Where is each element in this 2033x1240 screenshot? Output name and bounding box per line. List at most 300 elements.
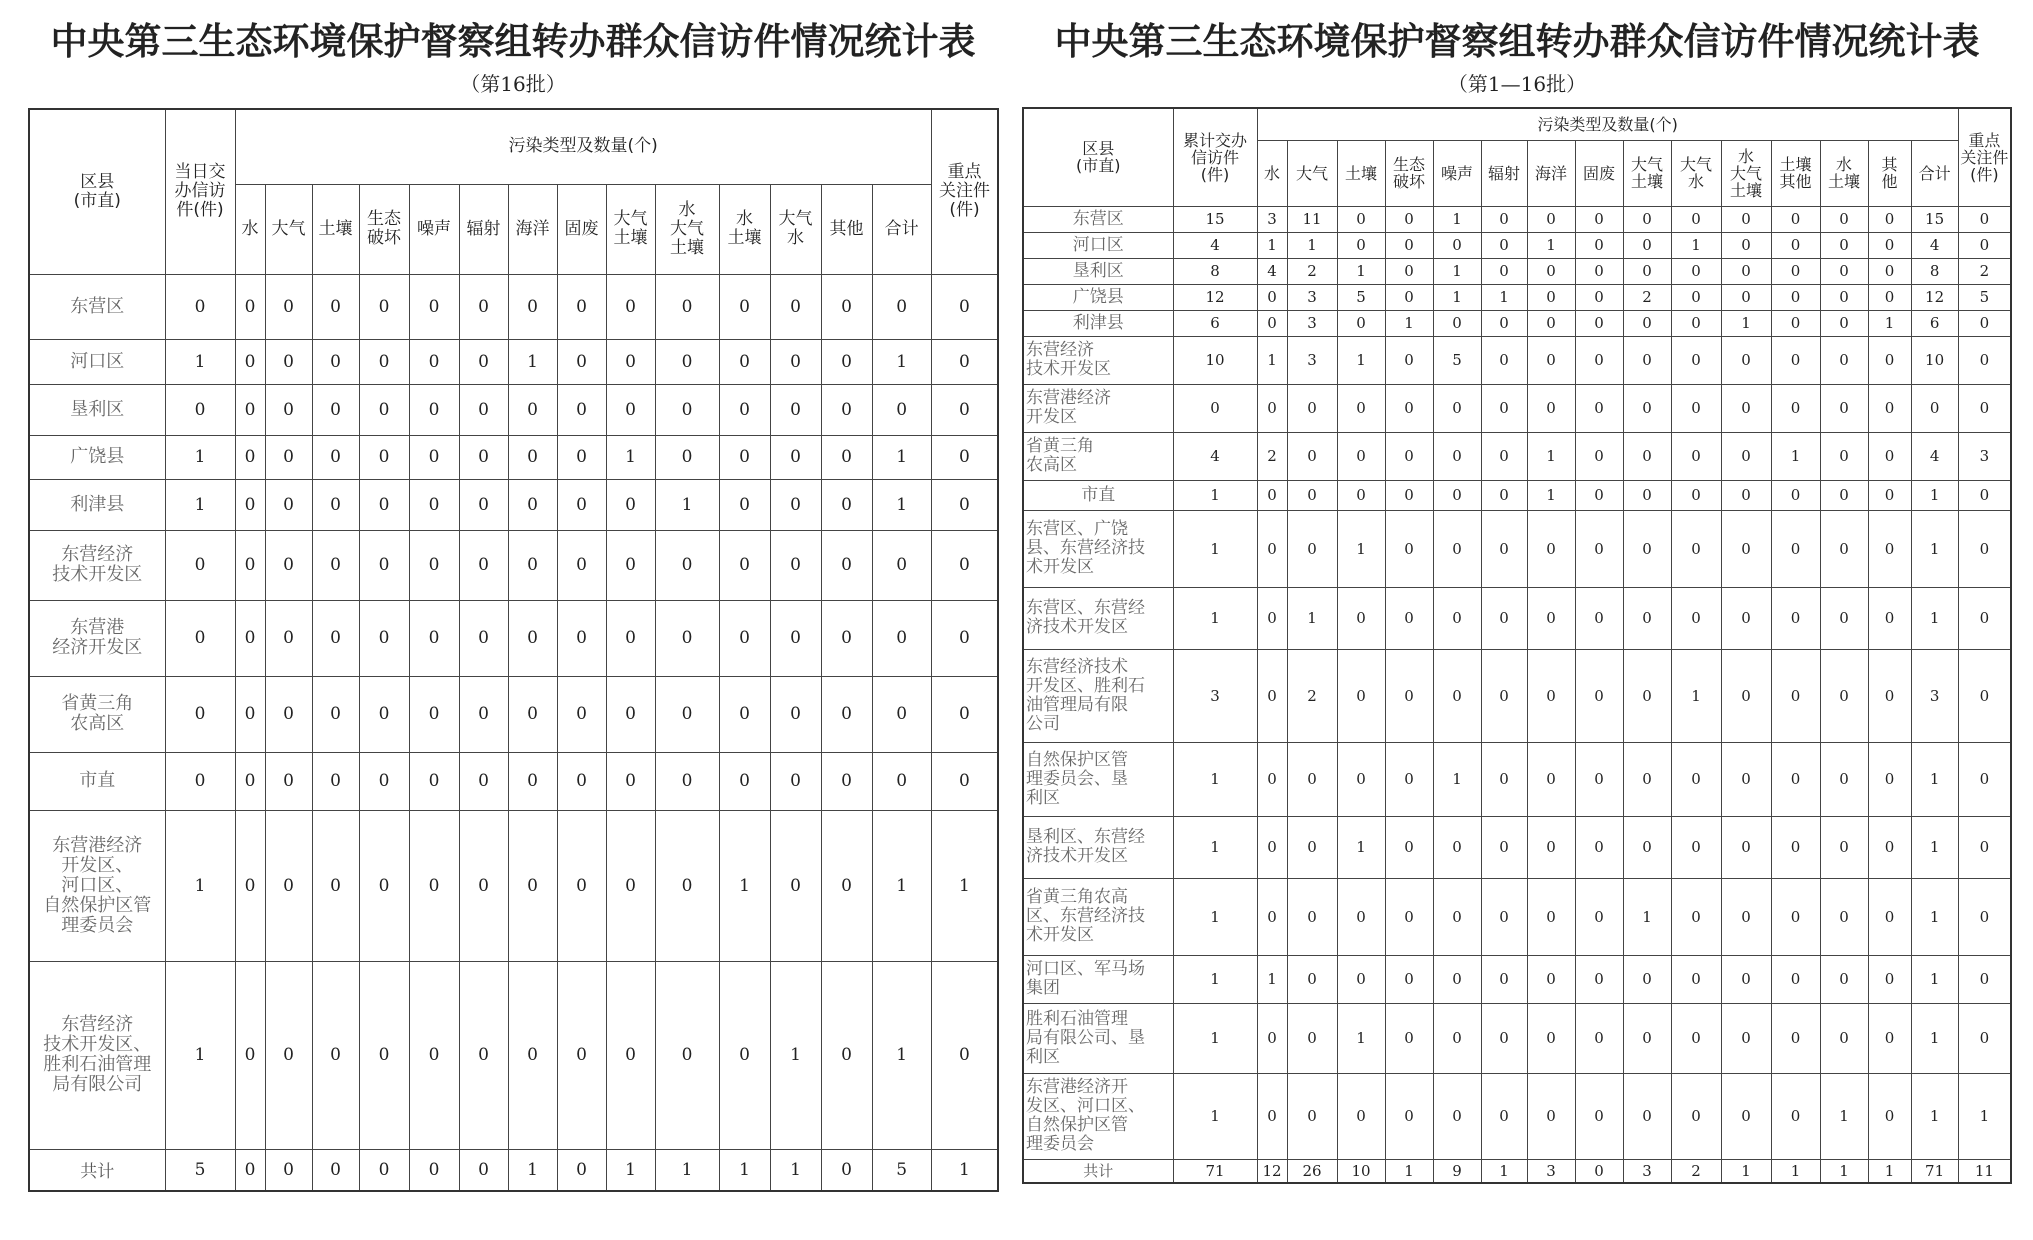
value-cell: 0 [606,384,655,435]
value-cell: 0 [1868,742,1911,816]
value-cell: 0 [931,676,998,752]
pollution-type-header: 固废 [557,184,606,274]
value-cell: 0 [770,810,821,961]
value-cell: 0 [655,530,719,600]
value-cell: 0 [719,676,770,752]
value-cell: 0 [655,339,719,384]
value-cell: 0 [265,479,312,530]
value-cell: 8 [1911,258,1958,284]
value-cell: 0 [1771,384,1820,432]
district-name-cell: 东营区 [1023,206,1173,232]
value-cell: 0 [235,752,265,810]
value-cell: 0 [312,961,359,1149]
value-cell: 0 [235,384,265,435]
district-name-cell: 省黄三角农高 区、东营经济技 术开发区 [1023,878,1173,955]
value-cell: 0 [409,339,459,384]
value-cell: 0 [1257,1003,1287,1073]
value-cell: 1 [872,961,931,1149]
value-cell: 0 [1868,816,1911,878]
value-cell: 0 [557,435,606,479]
value-cell: 0 [409,600,459,676]
left-statistics-table [28,108,999,1192]
value-cell: 0 [235,530,265,600]
pollution-type-header: 土壤 其他 [1771,140,1820,206]
value-cell: 1 [1337,510,1385,587]
value-cell: 0 [1623,742,1671,816]
value-cell: 0 [872,530,931,600]
value-cell: 1 [1911,1003,1958,1073]
value-cell: 0 [1671,1003,1721,1073]
value-cell: 0 [1671,336,1721,384]
total-value-cell: 0 [459,1149,508,1191]
value-cell: 0 [719,530,770,600]
value-cell: 11 [1287,206,1337,232]
value-cell: 1 [1433,742,1481,816]
value-cell: 0 [1527,310,1575,336]
value-cell: 0 [508,479,557,530]
value-cell: 4 [1257,258,1287,284]
value-cell: 0 [872,752,931,810]
value-cell: 3 [1287,310,1337,336]
value-cell: 1 [165,479,235,530]
value-cell: 0 [1575,510,1623,587]
value-cell: 0 [1868,480,1911,510]
value-cell: 0 [1575,310,1623,336]
district-header: 区县 (市直) [29,109,165,274]
table-row [29,435,998,479]
value-cell: 0 [606,676,655,752]
value-cell: 15 [1173,206,1257,232]
value-cell: 0 [1337,432,1385,480]
district-name-cell: 广饶县 [1023,284,1173,310]
value-cell: 0 [409,479,459,530]
value-cell: 1 [719,810,770,961]
value-cell: 0 [1337,232,1385,258]
table-row [1023,587,2011,649]
value-cell: 0 [821,600,872,676]
value-cell: 0 [312,339,359,384]
value-cell: 1 [1257,232,1287,258]
total-value-cell: 1 [1771,1159,1820,1183]
value-cell: 0 [557,479,606,530]
value-cell: 0 [265,961,312,1149]
value-cell: 0 [1481,878,1527,955]
value-cell: 2 [1257,432,1287,480]
value-cell: 0 [1820,649,1868,742]
total-value-cell: 1 [1868,1159,1911,1183]
value-cell: 0 [1671,310,1721,336]
table-row [1023,510,2011,587]
value-cell: 0 [312,435,359,479]
value-cell: 0 [1771,336,1820,384]
table-row [29,479,998,530]
value-cell: 0 [1481,510,1527,587]
value-cell: 0 [606,274,655,339]
value-cell: 0 [1287,878,1337,955]
value-cell: 0 [1771,816,1820,878]
value-cell: 0 [1385,1003,1433,1073]
value-cell: 0 [1385,1073,1433,1159]
value-cell: 0 [1575,232,1623,258]
value-cell: 0 [1287,955,1337,1003]
value-cell: 0 [1721,206,1771,232]
value-cell: 1 [1911,816,1958,878]
value-cell: 15 [1911,206,1958,232]
value-cell: 1 [1173,878,1257,955]
value-cell: 0 [359,274,409,339]
value-cell: 0 [1820,816,1868,878]
value-cell: 0 [1623,258,1671,284]
value-cell: 0 [508,600,557,676]
district-name-cell: 东营经济 技术开发区 [1023,336,1173,384]
value-cell: 1 [655,479,719,530]
value-cell: 0 [1527,258,1575,284]
pollution-type-header: 水 土壤 [1820,140,1868,206]
value-cell: 0 [1958,384,2011,432]
value-cell: 0 [1958,480,2011,510]
value-cell: 0 [1257,649,1287,742]
value-cell: 0 [606,479,655,530]
value-cell: 0 [1481,206,1527,232]
value-cell: 0 [165,530,235,600]
total-value-cell: 5 [872,1149,931,1191]
value-cell: 1 [1671,232,1721,258]
total-value-cell: 26 [1287,1159,1337,1183]
value-cell: 0 [1868,649,1911,742]
value-cell: 0 [1385,206,1433,232]
value-cell: 6 [1173,310,1257,336]
value-cell: 0 [1671,206,1721,232]
value-cell: 1 [1337,816,1385,878]
value-cell: 2 [1623,284,1671,310]
total-value-cell: 12 [1257,1159,1287,1183]
value-cell: 1 [1173,955,1257,1003]
value-cell: 0 [1771,510,1820,587]
total-value-cell: 0 [312,1149,359,1191]
value-cell: 0 [1820,587,1868,649]
pollution-type-header: 大气 水 [770,184,821,274]
value-cell: 0 [1337,649,1385,742]
value-cell: 1 [508,339,557,384]
value-cell: 0 [1527,878,1575,955]
value-cell: 0 [1575,1003,1623,1073]
value-cell: 0 [1868,232,1911,258]
value-cell: 0 [1433,480,1481,510]
pollution-type-header: 水 [235,184,265,274]
value-cell: 0 [1958,310,2011,336]
value-cell: 0 [312,479,359,530]
value-cell: 0 [1958,878,2011,955]
value-cell: 0 [1623,816,1671,878]
district-name-cell: 东营经济 技术开发区、 胜利石油管理 局有限公司 [29,961,165,1149]
value-cell: 0 [655,600,719,676]
value-cell: 0 [1958,816,2011,878]
pollution-type-header: 水 [1257,140,1287,206]
left-table-subtitle: （第16批） [460,72,566,96]
value-cell: 0 [1771,284,1820,310]
table-row [1023,878,2011,955]
total-label: 共计 [29,1149,165,1191]
value-cell: 0 [1575,816,1623,878]
value-cell: 0 [1385,878,1433,955]
total-value-cell: 71 [1173,1159,1257,1183]
pollution-type-header: 合计 [1911,140,1958,206]
value-cell: 0 [1958,1003,2011,1073]
value-cell: 0 [359,752,409,810]
total-value-cell: 1 [719,1149,770,1191]
district-name-cell: 河口区 [29,339,165,384]
value-cell: 0 [1958,742,2011,816]
value-cell: 0 [606,961,655,1149]
value-cell: 0 [1385,336,1433,384]
value-cell: 0 [1385,587,1433,649]
value-cell: 0 [872,384,931,435]
value-cell: 0 [770,384,821,435]
value-cell: 0 [1820,480,1868,510]
value-cell: 0 [821,274,872,339]
value-cell: 1 [1287,232,1337,258]
value-cell: 0 [770,479,821,530]
value-cell: 0 [359,676,409,752]
pollution-type-header: 固废 [1575,140,1623,206]
value-cell: 3 [1287,336,1337,384]
table-row [29,530,998,600]
value-cell: 0 [1257,510,1287,587]
value-cell: 0 [1671,284,1721,310]
value-cell: 0 [1527,206,1575,232]
value-cell: 0 [1958,649,2011,742]
value-cell: 0 [872,274,931,339]
value-cell: 0 [1385,258,1433,284]
value-cell: 0 [409,435,459,479]
value-cell: 0 [1958,587,2011,649]
value-cell: 10 [1173,336,1257,384]
district-name-cell: 市直 [29,752,165,810]
value-cell: 0 [719,479,770,530]
value-cell: 0 [821,339,872,384]
value-cell: 1 [931,810,998,961]
value-cell: 0 [409,384,459,435]
table-row [1023,955,2011,1003]
value-cell: 0 [1721,816,1771,878]
value-cell: 0 [1257,742,1287,816]
value-cell: 0 [1575,480,1623,510]
value-cell: 0 [1337,384,1385,432]
value-cell: 0 [1575,878,1623,955]
value-cell: 1 [1173,742,1257,816]
value-cell: 0 [655,810,719,961]
value-cell: 0 [1721,432,1771,480]
table-row [1023,742,2011,816]
value-cell: 0 [1433,955,1481,1003]
left-panel [28,0,998,1183]
table-row [1023,258,2011,284]
value-cell: 0 [1623,432,1671,480]
value-cell: 12 [1173,284,1257,310]
value-cell: 0 [508,961,557,1149]
total-value-cell: 1 [1721,1159,1771,1183]
value-cell: 1 [1257,336,1287,384]
value-cell: 0 [557,600,606,676]
value-cell: 0 [931,339,998,384]
value-cell: 0 [1481,955,1527,1003]
value-cell: 0 [508,676,557,752]
total-value-cell: 1 [931,1149,998,1191]
value-cell: 0 [1868,384,1911,432]
value-cell: 0 [508,435,557,479]
pollution-type-header: 辐射 [459,184,508,274]
value-cell: 0 [1385,284,1433,310]
value-cell: 0 [1481,432,1527,480]
value-cell: 0 [1527,510,1575,587]
value-cell: 1 [1868,310,1911,336]
table-row [1023,206,2011,232]
value-cell: 0 [312,530,359,600]
value-cell: 0 [1287,384,1337,432]
table-row [1023,1073,2011,1159]
district-name-cell: 胜利石油管理 局有限公司、垦 利区 [1023,1003,1173,1073]
value-cell: 1 [1911,510,1958,587]
value-cell: 0 [1771,232,1820,258]
value-cell: 1 [1958,1073,2011,1159]
value-cell: 0 [557,676,606,752]
value-cell: 0 [1771,310,1820,336]
total-value-cell: 1 [606,1149,655,1191]
value-cell: 0 [409,810,459,961]
total-value-cell: 10 [1337,1159,1385,1183]
total-value-cell: 1 [770,1149,821,1191]
value-cell: 0 [409,274,459,339]
value-cell: 0 [1433,1073,1481,1159]
value-cell: 0 [1868,206,1911,232]
value-cell: 0 [1958,510,2011,587]
value-cell: 5 [1958,284,2011,310]
district-name-cell: 广饶县 [29,435,165,479]
value-cell: 0 [1257,310,1287,336]
value-cell: 0 [265,600,312,676]
total-value-cell: 0 [821,1149,872,1191]
value-cell: 0 [1287,510,1337,587]
table-row [1023,649,2011,742]
value-cell: 0 [235,810,265,961]
value-cell: 0 [1820,955,1868,1003]
value-cell: 1 [872,810,931,961]
value-cell: 0 [235,339,265,384]
pollution-type-header: 海洋 [508,184,557,274]
value-cell: 0 [1623,232,1671,258]
right-table-subtitle: （第1—16批） [1447,72,1587,96]
value-cell: 3 [1911,649,1958,742]
value-cell: 0 [1771,1073,1820,1159]
value-cell: 0 [1481,649,1527,742]
value-cell: 0 [1433,310,1481,336]
value-cell: 0 [1481,258,1527,284]
value-cell: 0 [770,274,821,339]
district-name-cell: 东营港经济 开发区、 河口区、 自然保护区管 理委员会 [29,810,165,961]
value-cell: 0 [557,752,606,810]
value-cell: 1 [165,435,235,479]
value-cell: 1 [1911,480,1958,510]
value-cell: 0 [459,479,508,530]
value-cell: 0 [557,384,606,435]
district-name-cell: 市直 [1023,480,1173,510]
value-cell: 0 [1721,649,1771,742]
value-cell: 1 [1527,480,1575,510]
value-cell: 0 [770,676,821,752]
value-cell: 0 [1527,816,1575,878]
value-cell: 1 [1433,206,1481,232]
district-name-cell: 东营港经济开 发区、河口区、 自然保护区管 理委员会 [1023,1073,1173,1159]
value-cell: 0 [1911,384,1958,432]
value-cell: 0 [508,810,557,961]
pollution-type-header: 大气 [1287,140,1337,206]
value-cell: 0 [872,600,931,676]
value-cell: 0 [1671,955,1721,1003]
value-cell: 1 [1820,1073,1868,1159]
total-value-cell: 1 [1481,1159,1527,1183]
pollution-type-header: 大气 土壤 [1623,140,1671,206]
value-cell: 0 [557,530,606,600]
total-value-cell: 0 [359,1149,409,1191]
value-cell: 0 [1481,1003,1527,1073]
value-cell: 0 [821,530,872,600]
value-cell: 3 [1173,649,1257,742]
value-cell: 0 [1433,649,1481,742]
value-cell: 0 [1623,206,1671,232]
value-cell: 0 [1527,1073,1575,1159]
value-cell: 0 [1527,1003,1575,1073]
value-cell: 0 [235,600,265,676]
daily-header: 当日交 办信访 件(件) [165,109,235,274]
value-cell: 0 [1385,510,1433,587]
value-cell: 0 [1868,336,1911,384]
value-cell: 0 [719,274,770,339]
value-cell: 0 [1481,742,1527,816]
pollution-type-header: 水 土壤 [719,184,770,274]
district-name-cell: 垦利区、东营经 济技术开发区 [1023,816,1173,878]
key-attention-header: 重点 关注件 (件) [931,109,998,274]
value-cell: 1 [1433,284,1481,310]
value-cell: 0 [1771,878,1820,955]
value-cell: 1 [872,339,931,384]
value-cell: 0 [165,600,235,676]
table-row [1023,384,2011,432]
value-cell: 0 [312,810,359,961]
pollution-type-header: 大气 水 [1671,140,1721,206]
value-cell: 1 [165,339,235,384]
pollution-type-header: 合计 [872,184,931,274]
value-cell: 0 [1623,955,1671,1003]
value-cell: 1 [1173,1073,1257,1159]
value-cell: 0 [1868,258,1911,284]
value-cell: 3 [1287,284,1337,310]
value-cell: 0 [508,274,557,339]
value-cell: 1 [1911,587,1958,649]
value-cell: 0 [1820,1003,1868,1073]
value-cell: 0 [1481,310,1527,336]
total-label: 共计 [1023,1159,1173,1183]
value-cell: 0 [557,961,606,1149]
value-cell: 0 [265,752,312,810]
district-name-cell: 省黄三角 农高区 [29,676,165,752]
value-cell: 0 [1481,587,1527,649]
value-cell: 0 [235,435,265,479]
value-cell: 0 [1721,1003,1771,1073]
value-cell: 0 [821,810,872,961]
value-cell: 1 [1173,510,1257,587]
value-cell: 1 [1337,1003,1385,1073]
value-cell: 0 [165,384,235,435]
